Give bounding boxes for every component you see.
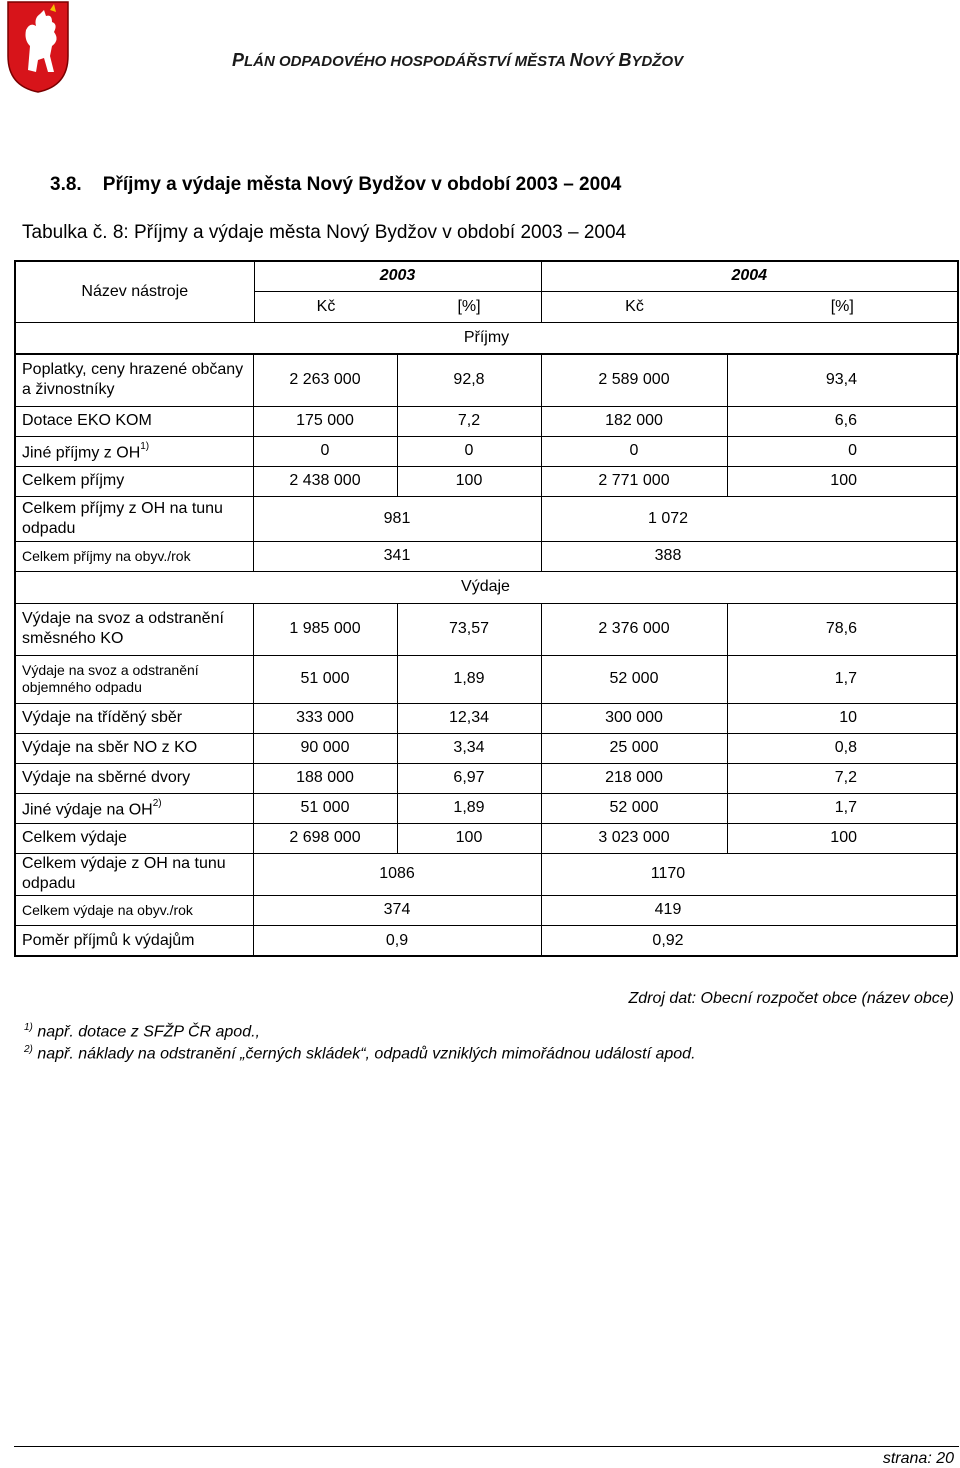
value-kc-2004: 25 000 [609, 739, 659, 756]
value-pct-2004: 93,4 [825, 371, 857, 388]
value-pct-2004: 7,2 [834, 769, 857, 786]
year-2004-header: 2004 [541, 261, 958, 291]
table-rule [727, 603, 728, 853]
income-expense-table [14, 260, 959, 355]
value-pct-2003: 92,8 [453, 371, 485, 388]
value-pct-2003: 0 [464, 442, 474, 459]
footnote-2: $^{2)}$ např. náklady na odstranění „černých skládek“, odpadů vzniklých mimořádnou událostí apod. [24, 1044, 696, 1063]
value-kc-2004: 3 023 000 [598, 829, 670, 846]
value-pct-2004: 0,8 [834, 739, 857, 756]
footnote-1: $^{1)}$ např. dotace z SFŽP ČR apod., [24, 1022, 260, 1041]
row-label: Výdaje na svoz a odstranění objemného odpadu [22, 662, 199, 695]
city-coat-of-arms-icon [6, 0, 70, 94]
table-rule [397, 603, 398, 853]
row-label: Poměr příjmů k výdajům [22, 931, 195, 949]
data-source: Zdroj dat: Obecní rozpočet obce (název obce) [628, 990, 954, 1007]
table-rule [727, 354, 728, 496]
value-pct-2004: 1,7 [834, 799, 857, 816]
row-label: Jiné příjmy z OH$^{1)}$ [22, 440, 150, 462]
value-pct-2003: 100 [455, 829, 483, 846]
value-kc-2003: 2 263 000 [289, 371, 361, 388]
value-kc-2003: 188 000 [296, 769, 354, 786]
year-2003-header: 2003 [254, 261, 541, 291]
unit-kc-2003: Kč [316, 297, 336, 315]
table-rule [956, 354, 958, 956]
value-kc-2003: 2 438 000 [289, 472, 361, 489]
value-pct-2003: 1,89 [453, 670, 485, 687]
value-kc-2004: 2 376 000 [598, 620, 670, 637]
value-2004: 1 072 [647, 509, 689, 527]
value-pct-2004: 78,6 [825, 620, 857, 637]
value-kc-2004: 300 000 [605, 709, 663, 726]
value-2003: 981 [383, 509, 411, 527]
table-rule [541, 354, 542, 571]
value-2003: 0,9 [385, 931, 409, 949]
value-kc-2003: 51 000 [300, 799, 350, 816]
value-pct-2003: 12,34 [448, 709, 490, 726]
value-kc-2003: 1 985 000 [289, 620, 361, 637]
value-kc-2004: 0 [629, 442, 639, 459]
unit-pct-2003: [%] [457, 297, 481, 315]
value-kc-2003: 0 [320, 442, 330, 459]
row-label: Výdaje na sběrné dvory [22, 769, 191, 786]
unit-pct-2004: [%] [830, 297, 854, 315]
row-label: Celkem příjmy z OH na tunu odpadu [22, 499, 223, 537]
row-label: Výdaje na tříděný sběr [22, 709, 183, 726]
table-rule [253, 354, 254, 571]
value-kc-2004: 182 000 [605, 412, 663, 429]
value-pct-2004: 10 [839, 709, 857, 726]
value-pct-2004: 1,7 [834, 670, 857, 687]
row-label: Celkem výdaje [22, 829, 127, 846]
value-pct-2003: 1,89 [453, 799, 485, 816]
value-pct-2004: 6,6 [834, 412, 857, 429]
value-pct-2004: 0 [848, 442, 857, 459]
row-label: Poplatky, ceny hrazené občany a živnostníky [22, 361, 244, 398]
row-label: Jiné výdaje na OH$^{2)}$ [22, 797, 162, 819]
table-rule [541, 603, 542, 956]
table-rule [14, 955, 958, 957]
value-2003: 1086 [379, 865, 415, 882]
value-kc-2003: 175 000 [296, 412, 354, 429]
section-title: 3.8. Příjmy a výdaje města Nový Bydžov v období 2003 – 2004 [50, 174, 622, 195]
value-2003: 374 [383, 901, 411, 918]
table-rule [253, 603, 254, 956]
document-header: PLÁN ODPADOVÉHO HOSPODÁŘSTVÍ MĚSTA NOVÝ BYDŽOV [232, 50, 684, 70]
table-rule [397, 354, 398, 496]
value-kc-2004: 2 589 000 [598, 371, 670, 388]
value-pct-2003: 3,34 [453, 739, 485, 756]
value-kc-2003: 90 000 [300, 739, 350, 756]
page-number: strana: 20 [882, 1450, 954, 1467]
value-kc-2003: 51 000 [300, 670, 350, 687]
row-label: Celkem výdaje z OH na tunu odpadu [22, 855, 226, 892]
value-pct-2004: 100 [830, 829, 857, 846]
value-2004: 1170 [650, 865, 686, 882]
value-pct-2003: 100 [455, 472, 483, 489]
value-kc-2004: 52 000 [609, 670, 659, 687]
value-kc-2004: 218 000 [605, 769, 663, 786]
value-2004: 388 [654, 547, 682, 564]
expense-section-header: Výdaje [461, 578, 510, 595]
income-section-header: Příjmy [15, 322, 958, 354]
value-kc-2003: 333 000 [296, 709, 354, 726]
value-pct-2003: 7,2 [457, 412, 481, 429]
value-2003: 341 [383, 547, 411, 564]
value-pct-2004: 100 [830, 472, 857, 489]
table-rule [14, 354, 16, 956]
table-caption: Tabulka č. 8: Příjmy a výdaje města Nový Bydžov v období 2003 – 2004 [22, 222, 627, 243]
row-label: Dotace EKO KOM [22, 412, 152, 429]
value-pct-2003: 6,97 [453, 769, 485, 786]
row-label: Celkem příjmy [22, 472, 125, 489]
value-kc-2004: 52 000 [609, 799, 659, 816]
row-label: Výdaje na sběr NO z KO [22, 739, 198, 756]
column-header-tool: Název nástroje [15, 261, 254, 322]
value-pct-2003: 73,57 [448, 620, 490, 637]
footer-divider [14, 1446, 959, 1447]
row-label: Výdaje na svoz a odstranění směsného KO [22, 610, 224, 647]
value-kc-2003: 2 698 000 [289, 829, 361, 846]
value-2004: 419 [654, 901, 682, 918]
value-kc-2004: 2 771 000 [598, 472, 670, 489]
row-label: Celkem příjmy na obyv./rok [22, 548, 191, 564]
unit-kc-2004: Kč [625, 297, 644, 315]
row-label: Celkem výdaje na obyv./rok [22, 902, 193, 918]
value-2004: 0,92 [652, 931, 684, 949]
